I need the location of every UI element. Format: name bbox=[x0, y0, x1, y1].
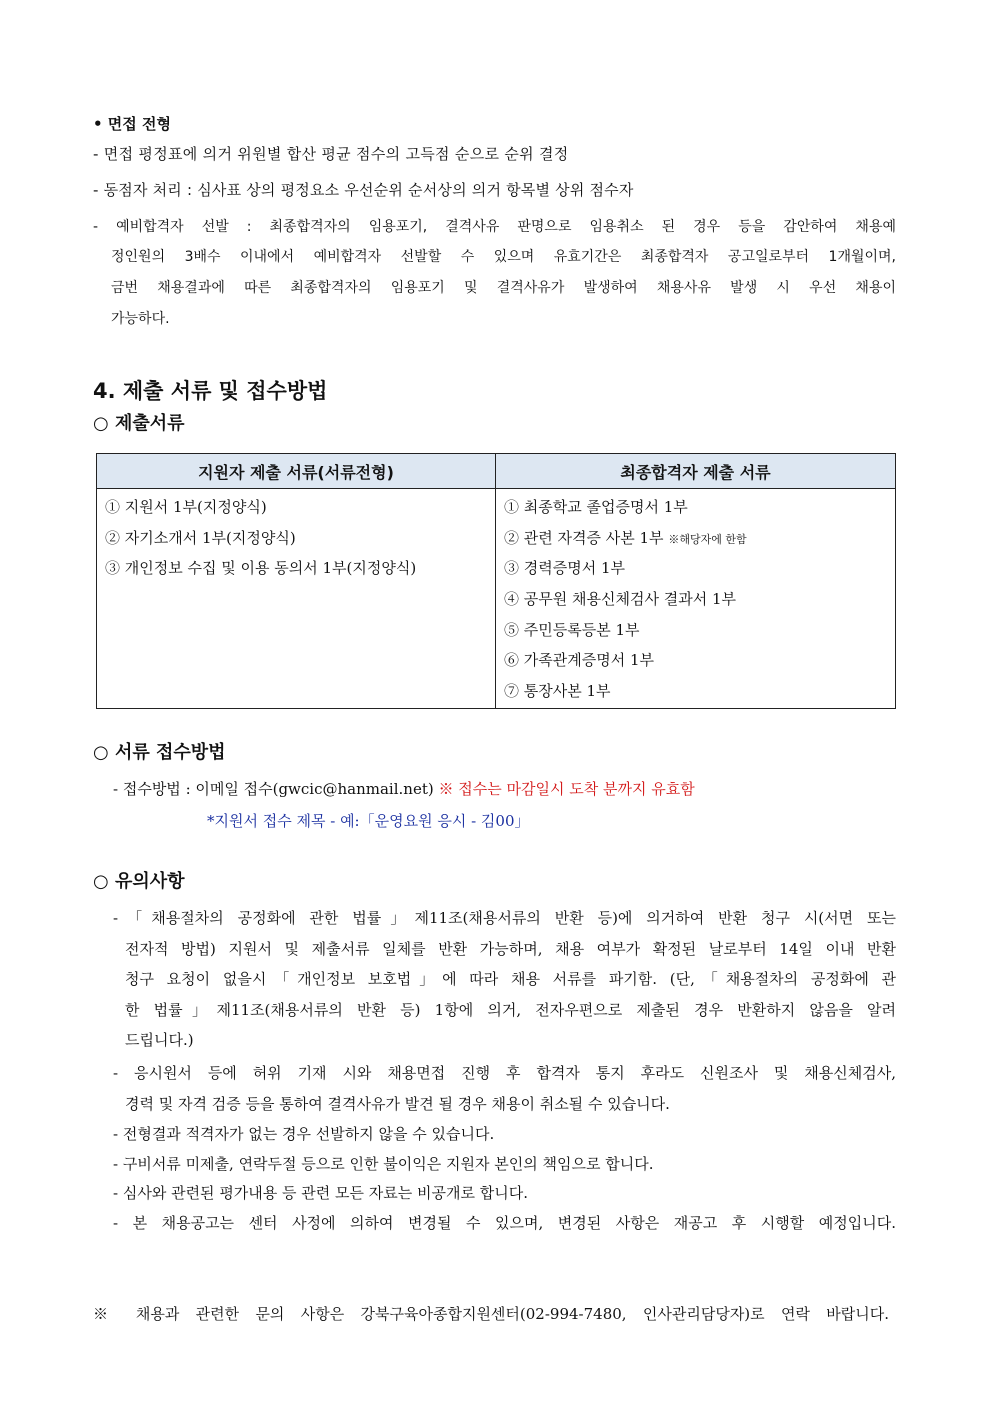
final-doc-item: ③ 경력증명서 1부 bbox=[504, 559, 626, 578]
interview-reserve-line2: 정인원의 3배수 이내에서 예비합격자 선발할 수 있으며 유효기간은 최종합격자 공고일로부터 1개월이며, bbox=[111, 249, 896, 265]
submit-deadline-note: ※ 접수는 마감일시 도착 분까지 유효함 bbox=[438, 780, 695, 798]
submit-docs-heading: ○ 제출서류 bbox=[93, 413, 185, 434]
notes-item: - 본 채용공고는 센터 사정에 의하여 변경될 수 있으며, 변경된 사항은 재공고 후 시행할 예정입니다. bbox=[113, 1214, 896, 1232]
notes-para1-line: 청구 요청이 없을시「개인정보 보호법」에 따라 채용 서류를 파기함. (단,「채용절차의 공정화에 관 bbox=[125, 970, 896, 988]
final-doc-item: ⑥ 가족관계증명서 1부 bbox=[504, 651, 655, 670]
interview-reserve-line3: 금번 채용결과에 따른 최종합격자의 임용포기 및 결격사유가 발생하여 채용사유 발생 시 우선 채용이 bbox=[111, 280, 896, 296]
final-doc-item: ⑦ 통장사본 1부 bbox=[504, 682, 611, 701]
notes-heading: ○ 유의사항 bbox=[93, 871, 185, 892]
final-doc-item: ④ 공무원 채용신체검사 결과서 1부 bbox=[504, 590, 736, 609]
notes-item: - 전형결과 적격자가 없는 경우 선발하지 않을 수 있습니다. bbox=[113, 1125, 495, 1143]
email-subject-note: *지원서 접수 제목 - 예:「운영요원 응시 - 김00」 bbox=[207, 812, 530, 830]
contact-footer: ※ 채용과 관련한 문의 사항은 강북구육아종합지원센터(02-994-7480, 인사관리담당자)로 연락 바랍니다. bbox=[93, 1305, 889, 1323]
notes-para1-line: -「채용절차의 공정화에 관한 법률」제11조(채용서류의 반환 등)에 의거하여 반환 청구 시(서면 또는 bbox=[113, 909, 896, 927]
notes-para2-line: 경력 및 자격 검증 등을 통하여 결격사유가 발견 될 경우 채용이 취소될 수 있습니다. bbox=[125, 1095, 670, 1113]
interview-reserve-line4: 가능하다. bbox=[111, 311, 170, 327]
section-4-title: 4. 제출 서류 및 접수방법 bbox=[93, 379, 328, 403]
interview-item-tie: - 동점자 처리 : 심사표 상의 평정요소 우선순위 순서상의 의거 항목별 상위 점수자 bbox=[93, 181, 634, 199]
applicant-docs-header: 지원자 제출 서류(서류전형) bbox=[97, 454, 496, 489]
applicant-docs-cell bbox=[97, 489, 496, 709]
submit-method-text: - 접수방법 : 이메일 접수(gwcic@hanmail.net) bbox=[113, 780, 434, 798]
notes-item: - 구비서류 미제출, 연락두절 등으로 인한 불이익은 지원자 본인의 책임으로 합니다. bbox=[113, 1155, 654, 1173]
final-docs-header: 최종합격자 제출 서류 bbox=[496, 454, 896, 489]
final-doc-item-text: ② 관련 자격증 사본 1부 bbox=[504, 528, 664, 547]
notes-para1-line: 전자적 방법) 지원서 및 제출서류 일체를 반환 가능하며, 채용 여부가 확정된 날로부터 14일 이내 반환 bbox=[125, 940, 896, 958]
interview-item-rank: - 면접 평정표에 의거 위원별 합산 평균 점수의 고득점 순으로 순위 결정 bbox=[93, 145, 569, 163]
interview-heading: • 면접 전형 bbox=[93, 115, 171, 133]
final-doc-item bbox=[504, 524, 887, 555]
submit-method-line bbox=[113, 779, 695, 799]
final-doc-item: ① 최종학교 졸업증명서 1부 bbox=[504, 498, 688, 516]
applicant-doc-item: ③ 개인정보 수집 및 이용 동의서 1부(지정양식) bbox=[105, 559, 417, 578]
table-header-row bbox=[97, 454, 896, 489]
final-doc-item-note: ※해당자에 한함 bbox=[668, 532, 747, 546]
table-row bbox=[97, 489, 896, 709]
notes-para1-line: 한 법률」제11조(채용서류의 반환 등) 1항에 의거, 전자우편으로 제출된 경우 반환하지 않음을 알려 bbox=[125, 1001, 896, 1019]
notes-para2-line: - 응시원서 등에 허위 기재 시와 채용면접 진행 후 합격자 통지 후라도 신원조사 및 채용신체검사, bbox=[113, 1064, 896, 1082]
notes-item: - 심사와 관련된 평가내용 등 관련 모든 자료는 비공개로 합니다. bbox=[113, 1184, 529, 1202]
final-docs-cell bbox=[496, 489, 896, 709]
applicant-doc-item: ① 지원서 1부(지정양식) bbox=[105, 498, 267, 516]
final-doc-item: ⑤ 주민등록등본 1부 bbox=[504, 620, 640, 639]
submit-docs-table bbox=[96, 453, 896, 709]
applicant-doc-item: ② 자기소개서 1부(지정양식) bbox=[105, 528, 296, 547]
interview-reserve-line1: - 예비합격자 선발 : 최종합격자의 임용포기, 결격사유 판명으로 임용취소 된 경우 등을 감안하여 채용예 bbox=[93, 219, 896, 235]
submit-method-heading: ○ 서류 접수방법 bbox=[93, 742, 226, 763]
notes-para1-line: 드립니다.) bbox=[125, 1031, 194, 1049]
